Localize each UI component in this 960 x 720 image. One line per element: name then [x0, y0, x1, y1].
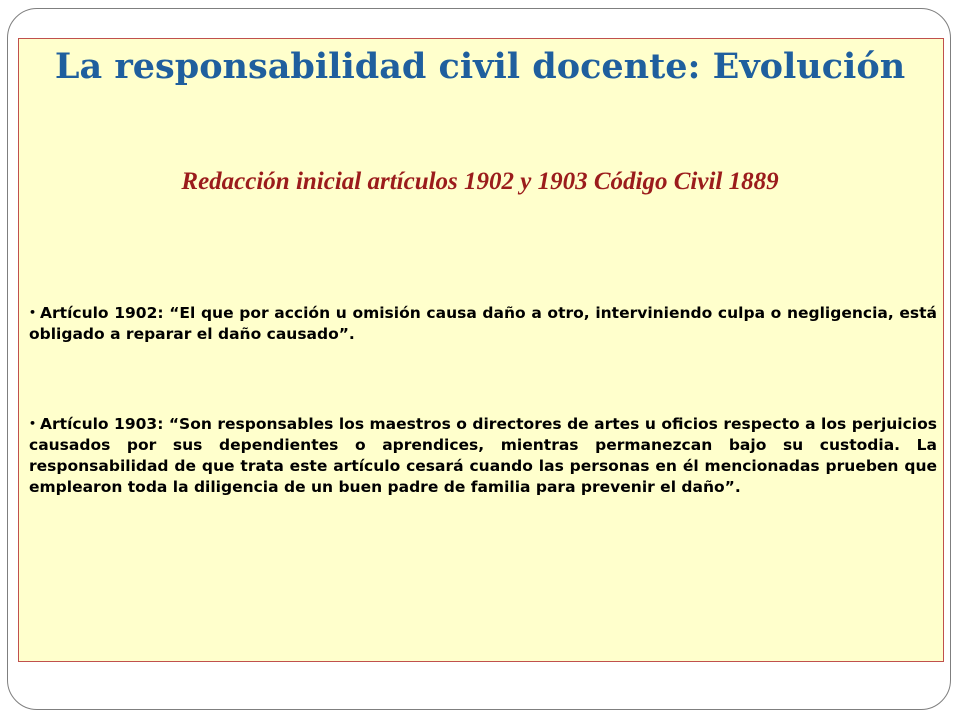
- slide-subtitle: Redacción inicial artículos 1902 y 1903 Código Civil 1889: [181, 168, 779, 195]
- bullet-icon: •: [29, 417, 37, 430]
- article-1903-text: Artículo 1903: “Son responsables los maestros o directores de artes u oficios respecto a los perjuicios causados por sus dependientes o aprendices, mientras permanezcan bajo su custodia. La responsabilidad de que trata este artículo cesará cuando las personas en él mencionadas prueben que emplearon toda la diligencia de un buen padre de familia para prevenir el daño”.: [29, 415, 937, 496]
- article-1903: [29, 413, 937, 498]
- article-1902-text: Artículo 1902: “El que por acción u omisión causa daño a otro, interviniendo culpa o negligencia, está obligado a reparar el daño causado”.: [29, 304, 937, 343]
- slide-title: La responsabilidad civil docente: Evolución: [54, 46, 906, 87]
- bullet-icon: •: [29, 306, 37, 319]
- content-box: [18, 38, 944, 662]
- article-1902: [29, 302, 937, 345]
